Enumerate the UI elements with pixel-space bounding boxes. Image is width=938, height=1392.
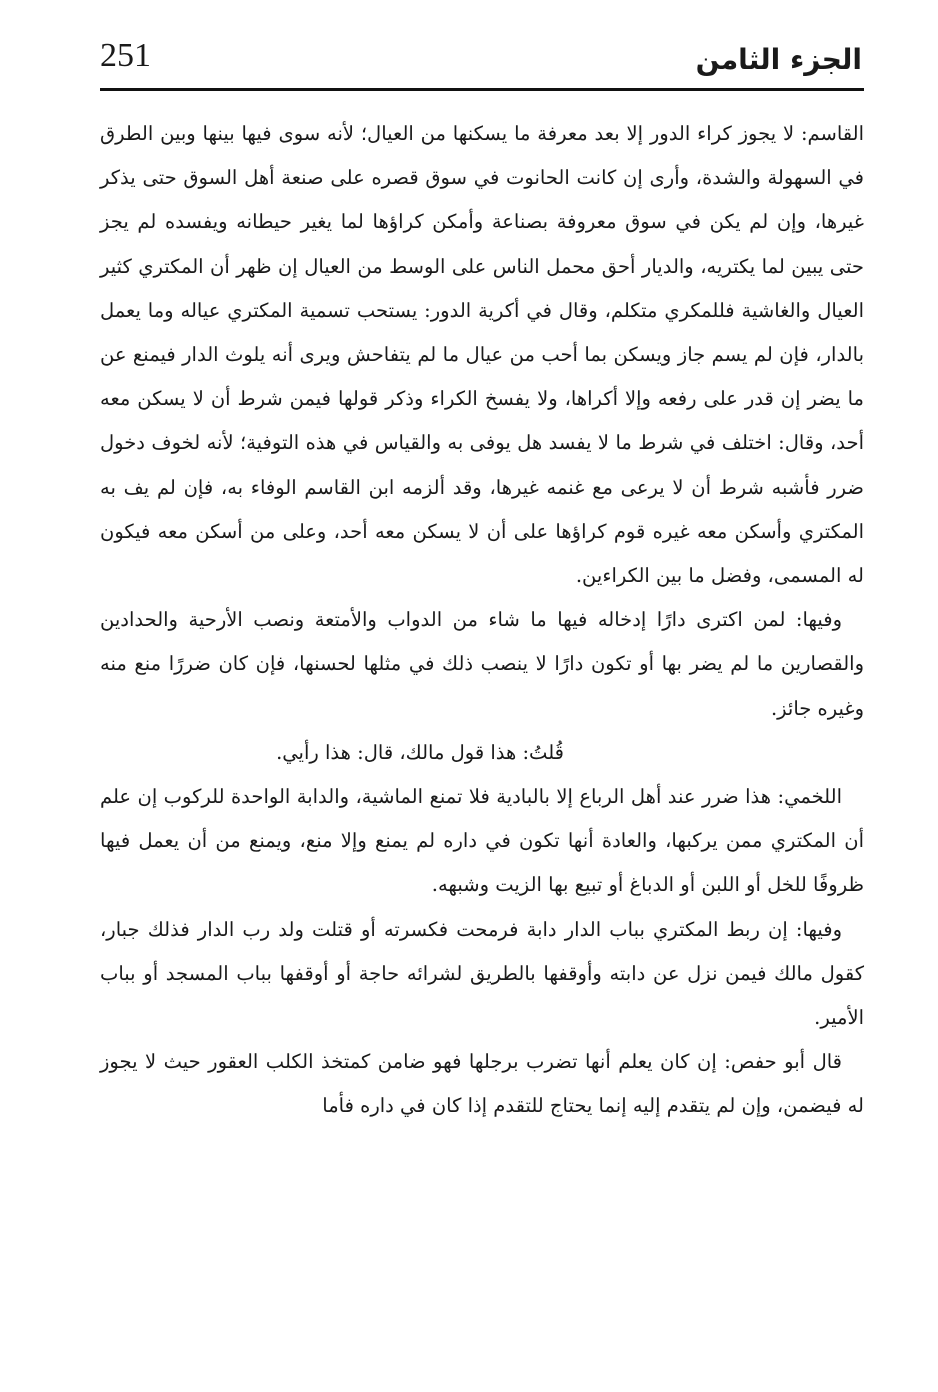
paragraph-lakhmi: اللخمي: هذا ضرر عند أهل الرباع إلا بالبادية فلا تمنع الماشية، والدابة الواحدة للركوب إن علم أن المكتري ممن يركبها، والعادة أنها تكون في داره لم يمنع وإلا منع، ويمنع من أن يعمل فيها ظروفًا للخل أو اللبن أو الدباغ أو تبيع بها الزيت وشبهه. (100, 785, 864, 897)
paragraph-wa-fiha-2: وفيها: إن ربط المكتري بباب الدار دابة فرمحت فكسرته أو قتلت ولد رب الدار فذلك جبار، كقول مالك فيمن نزل عن دابته وأوقفها بالطريق لشرائه حاجة أو أوقفها بباب المسجد أو بباب الأمير. (100, 917, 864, 1030)
paragraph-wa-fiha-1: وفيها: لمن اكترى دارًا إدخاله فيها ما شاء من الدواب والأمتعة ونصب الأرحية والحدادين والقصارين ما لم يضر بها أو تكون دارًا لا ينصب ذلك في مثلها لحسنها، فإن كان ضررًا منع منه وغيره جائز. (100, 608, 864, 720)
header-divider (100, 88, 864, 91)
page-number: 251 (100, 37, 151, 74)
paragraph-qasim: القاسم: لا يجوز كراء الدور إلا بعد معرفة ما يسكنها من العيال؛ لأنه سوى فيها بينها وبين الطرق في السهولة والشدة، وأرى إن كانت الحانوت في سوق قصره على صنعة أهل السوق حتى يذكر غيرها، وإن لم يكن في سوق معروفة بصناعة وأمكن كراؤها لما يغير حيطانه ويفسده لم يجز حتى يبين لما يكتريه، والديار أحق محمل الناس على الوسط من العيال إن ظهر أن المكتري كثير العيال والغاشية فللمكري متكلم، وقال في أكرية الدور: يستحب تسمية المكتري عياله وما يعمل بالدار، فإن لم يسم جاز ويسكن بما أحب من عيال ما لم يتفاحش ويرى أنه يلوث الدار فيمنع عن ما يضر إن قدر على رفعه وإلا أكراها، ولا يفسخ الكراء وذكر قولها فيمن شرط أن لا يسكن معه أحد، وقال: اختلف في شرط ما لا يفسد هل يوفى به والقياس في هذه التوفية؛ لأنه لخوف دخول ضرر فأشبه شرط أن لا يرعى مع غنمه غيرها، وقد ألزمه ابن القاسم الوفاء به، فإن لم يف به المكتري وأسكن معه غيره قوم كراؤها على أن لا يسكن معه أحد، وعلى من أسكن معه فيكون له المسمى، وفضل ما بين الكراءين. (100, 122, 864, 588)
page-header (100, 30, 862, 80)
paragraph-abu-hafs: قال أبو حفص: إن كان يعلم أنها تضرب برجلها فهو ضامن كمتخذ الكلب العقور حيث لا يجوز له فيضمن، وإن لم يتقدم إليه إنما يحتاج للتقدم إذا كان في داره فأما (100, 1050, 864, 1118)
paragraph-qultu: قُلتُ: هذا قول مالك، قال: هذا رأيي. (276, 740, 564, 764)
body-text (100, 112, 864, 1129)
running-title: الجزء الثامن (695, 43, 862, 76)
